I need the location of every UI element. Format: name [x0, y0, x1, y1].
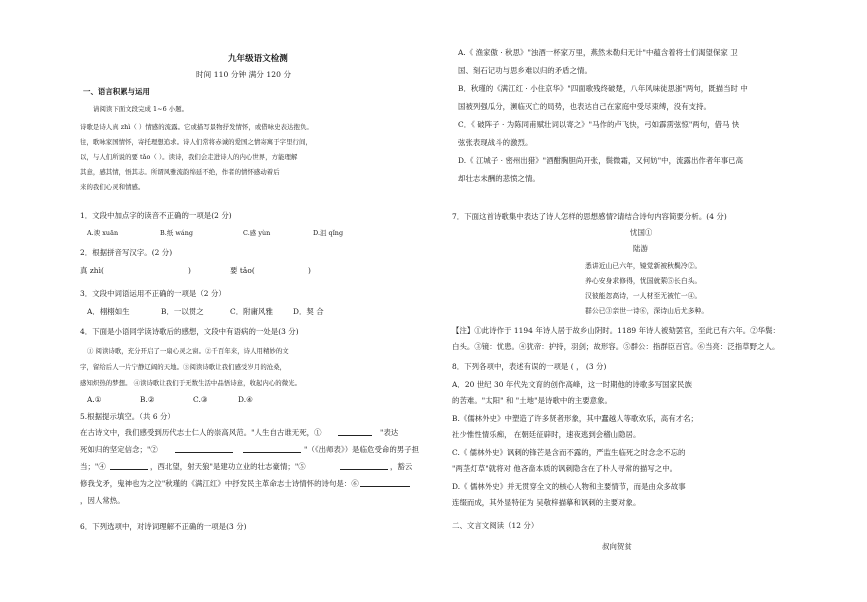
- q8-option-a: A．20 世纪 30 年代先文育的创作高峰，这一时期他的诗歌多写国家民族: [452, 380, 692, 389]
- fill-blank-line: [243, 452, 301, 453]
- q6-option-a-cont: 国、刻石记功与思乡难以归的矛盾之情。: [458, 66, 592, 75]
- poem-line: 养心安身求修得，忧国就萦⑤长白头。: [585, 277, 702, 285]
- fill-blank-line: [360, 486, 410, 487]
- q5-line: ，豁云: [390, 462, 413, 471]
- passage-line: 诗歌是诗人真 zhì（ ）情感的流露。它或描写景物抒发情怀，或借咏史表达抱负。: [80, 123, 313, 131]
- passage-line: 来的我们心灵和情感。: [80, 183, 145, 191]
- fill-blank-line: [175, 452, 233, 453]
- section-heading: 一、语言积累与运用: [83, 87, 150, 96]
- q6-option-c: C．《 破阵子 · 为陈同甫赋壮词以寄之》"马作的卢飞快，弓如霹雳弦惊"两句，借马 快: [458, 120, 740, 129]
- question-6: 6．下列选项中，对诗词理解不正确的一项是(3 分): [80, 522, 247, 531]
- poem-note: 【注】①此诗作于 1194 年诗人居于故乡山阴时。1189 年诗人被劾罢官，至此已有六年。②华鬓：: [452, 326, 780, 335]
- q6-option-b: B．秋瑾的《满江红 · 小住京华》"四面歌残终破楚，八年风味徒思浙"两句，既描当时 中: [458, 84, 748, 93]
- passage-line: 往，歌咏家国情怀，寄托理想追求。诗人们常将赤诚的爱国之情寄寓于字里行间，: [80, 138, 312, 146]
- q2-blank-b: 要 tǎo(: [230, 266, 255, 275]
- q2-blank-a-close: ): [188, 266, 191, 275]
- q8-option-b-cont: 社少惟性情乐痴， 在朝廷征辟时，速夜逃到会稽山隐居。: [452, 430, 641, 439]
- fill-blank-line: [340, 469, 388, 470]
- q2-blank-b-close: ): [308, 266, 311, 275]
- q8-option-b: B.《儒林外史》中塑造了许多贤者形象，其中蠢越人等歌欢乐，高有才名；: [452, 414, 698, 423]
- section-heading: 二、文言文阅读（12 分）: [452, 521, 539, 530]
- question-1: 1．文段中加点字的读音不正确的一项是(2 分): [80, 211, 232, 220]
- q3-option-c: C．附庸风雅: [230, 307, 273, 316]
- q4-option-a: A.①: [87, 395, 102, 404]
- question-2: 2．根据拼音写汉字。(2 分): [80, 248, 173, 257]
- q8-option-d: D.《 儒林外史》并无贯穿全文的核心人物和主要情节，而是由众多故事: [452, 482, 686, 491]
- q5-line: ，因人常热。: [80, 496, 125, 505]
- essay-title: 叔向贺贫: [602, 542, 632, 551]
- q4-sentence: ① 阅读诗歌，充分开启了一扇心灵之窗。②千百年来，诗人用精妙的文: [87, 347, 289, 355]
- q4-option-c: C.③: [193, 395, 208, 404]
- passage-line: 其意，感其情，悟其志。所谓风雅流韵绵延不绝，作者的情怀感动着后: [80, 168, 280, 176]
- q3-option-a: A．栩栩如生: [87, 307, 130, 316]
- exam-meta: 时间 110 分钟 满分 120 分: [196, 70, 292, 79]
- q5-line: ，西北望，射天狼"是建功立业的壮志豪情；"⑤: [150, 462, 306, 471]
- fill-blank-line: [110, 469, 148, 470]
- q6-option-d: D.《 江城子 · 密州出猎》"酒酣胸胆尚开张，鬓微霜，又何妨"中，流露出作者年事已高: [458, 156, 744, 165]
- poem-title: 忧国①: [630, 228, 653, 237]
- question-4: 4．下面是小语同学读诗歌后的感想，文段中有语病的一处是(3 分): [80, 327, 299, 336]
- fill-blank-line: [338, 435, 372, 436]
- question-7: 7．下面这首诗歌集中表达了诗人怎样的思想感情?请结合诗句内容简要分析。(4 分): [452, 212, 727, 221]
- q6-option-a: A.《 渔家傲 · 秋思》"浊酒一杯家万里，燕然未勒归无计"中蕴含着将士们渴望保家 卫: [458, 48, 738, 57]
- question-8: 8．下列各项中，表述有误的一项是 ( ， (3 分): [452, 362, 607, 371]
- q8-option-a-cont: 的苦难。"太阳" 和 "土地"是诗歌中的主要意象。: [452, 396, 612, 405]
- q5-line: 修我戈矛，鬼神也为之泣"秋瑾的《满江红》中抒发民主革命志士诗情怀的诗句是：⑥: [80, 479, 359, 488]
- q1-option-a: A.谀 xuān: [87, 229, 119, 237]
- q4-option-d: D.④: [238, 395, 253, 404]
- poem-author: 陆游: [633, 244, 648, 253]
- q6-option-d-cont: 却壮志未酬的悲愤之情。: [458, 174, 540, 183]
- poem-line: 悉讲近山已六年，镜觉新被秋鬓冷②。: [585, 262, 702, 270]
- page-title: 九年级语文检测: [228, 54, 288, 64]
- q1-option-d: D.沮 qǐng: [313, 229, 344, 237]
- q3-option-d: D．契 合: [293, 307, 324, 316]
- q5-line: 在古诗文中，我们感受到历代志士仁人的崇高风范。"人生自古谁无死，①: [80, 428, 322, 437]
- poem-note-cont: 白头。③镜：忧患。④犹帝：护持，羽剑；故形容。⑤群公：指群臣百官。⑥当亮：泛指草野之人。: [452, 342, 780, 351]
- q8-option-c: C.《 儒林外史》讽刺的锋芒是含而不露的，严监生临死之时念念不忘的: [452, 448, 686, 457]
- q5-line: "（《出师表》）是临危受命的男子担: [304, 445, 420, 454]
- q1-option-c: C.感 yùn: [243, 229, 271, 237]
- q2-blank-a: 真 zhì(: [80, 266, 104, 275]
- q6-option-c-cont: 弦张表现战斗的激烈。: [458, 138, 533, 147]
- q6-option-b-cont: 国被列强瓜分，濒临灭亡的局势，也表达自己在家庭中受尽束缚，没有支持。: [458, 102, 711, 111]
- q4-sentence: 感知炽热的梦想。 ④读诗歌让我们于无数生活中品悟诗意，收起内心的微光。: [80, 379, 302, 387]
- q1-option-b: B.纸 wáng: [160, 229, 194, 237]
- q5-line: "表达: [380, 428, 399, 437]
- poem-line: 群公已③亲世一诗⑥，深诗山后尤多种。: [585, 307, 709, 315]
- q4-option-b: B.②: [140, 395, 155, 404]
- question-5: 5.根据提示填空。（共 6 分）: [80, 412, 175, 421]
- q3-option-b: B．一以贯之: [161, 307, 204, 316]
- reading-instruction: 请阅读下面文段完成 1~6 小题。: [93, 105, 189, 113]
- passage-line: 以，与人们所说的要 tǎo（ ）。读诗，我们会走进诗人的内心世界，方能理解: [80, 153, 298, 161]
- q4-sentence: 字，留给后人一片宁静辽阔的天地。③阅读诗歌让我们感受岁月的沧桑，: [80, 363, 287, 371]
- q5-line: 死如归的坚定信念；"②: [80, 445, 158, 454]
- q8-option-d-cont: 连缀而成，其外显特征为 吴敬梓描摹和讽刺的主要对象。: [452, 498, 641, 507]
- right-column: [440, 0, 860, 602]
- left-column: [0, 0, 420, 602]
- q5-line: 当；"④: [80, 462, 106, 471]
- poem-line: 汉彼能忽高诗，一人材至无被忙一④。: [585, 292, 702, 300]
- question-3: 3．文段中词语运用不正确的一项是（2 分）: [80, 289, 226, 298]
- q8-option-c-cont: "两茎灯草"就将对 他吝啬本质的讽刺隐含在了朴人寻常的描写之中。: [452, 464, 678, 473]
